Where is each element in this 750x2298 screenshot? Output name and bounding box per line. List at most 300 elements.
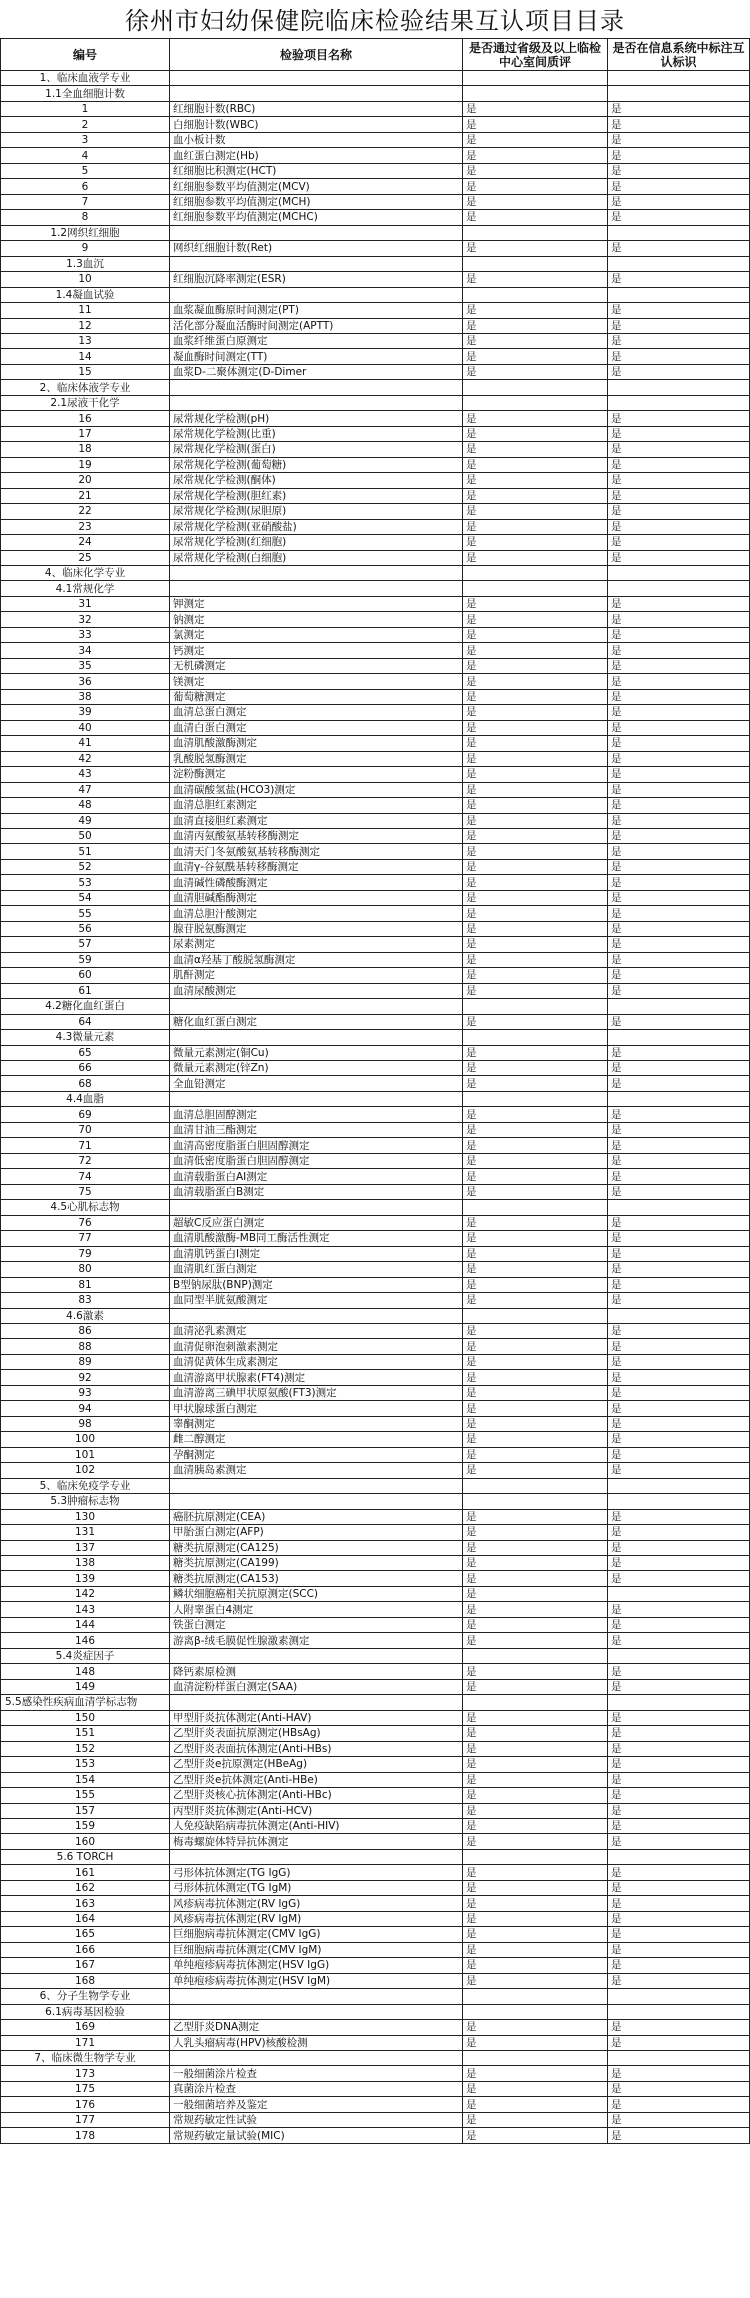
item-name [170,395,463,410]
item-name: 钠测定 [170,612,463,627]
eqa-passed-value: 是 [463,751,608,766]
mutual-recognition-mark-value: 是 [608,906,750,921]
table-row [1,1788,750,1803]
item-number: 19 [1,457,170,472]
item-number: 24 [1,535,170,550]
section-header-row [1,1308,750,1323]
eqa-passed-value: 是 [463,1385,608,1400]
item-number: 69 [1,1107,170,1122]
eqa-passed-value [463,1478,608,1493]
eqa-passed-value: 是 [463,349,608,364]
item-name: 血清载脂蛋白B测定 [170,1184,463,1199]
table-row [1,1401,750,1416]
mutual-recognition-mark-value: 是 [608,1354,750,1369]
item-name: 白细胞计数(WBC) [170,117,463,132]
table-row [1,210,750,225]
item-name [170,2004,463,2019]
eqa-passed-value: 是 [463,782,608,797]
item-name [170,287,463,302]
mutual-recognition-mark-value: 是 [608,303,750,318]
mutual-recognition-mark-value: 是 [608,1169,750,1184]
mutual-recognition-mark-value [608,2051,750,2066]
mutual-recognition-mark-value: 是 [608,720,750,735]
item-name: 钾测定 [170,596,463,611]
item-name: 铁蛋白测定 [170,1617,463,1632]
section-header-row [1,287,750,302]
eqa-passed-value: 是 [463,612,608,627]
section-header-row [1,999,750,1014]
table-row [1,1045,750,1060]
table-row [1,504,750,519]
eqa-passed-value: 是 [463,2097,608,2112]
item-number: 72 [1,1153,170,1168]
item-name: 血清泌乳素测定 [170,1323,463,1338]
item-number: 138 [1,1556,170,1571]
mutual-recognition-mark-value: 是 [608,813,750,828]
mutual-recognition-mark-value: 是 [608,1339,750,1354]
item-name: 孕酮测定 [170,1447,463,1462]
section-title: 4.1常规化学 [1,581,170,596]
table-row [1,473,750,488]
item-name: 血清α羟基丁酸脱氢酶测定 [170,952,463,967]
mutual-recognition-mark-value: 是 [608,1076,750,1091]
mutual-recognition-mark-value: 是 [608,1416,750,1431]
section-title: 1、临床血液学专业 [1,71,170,86]
mutual-recognition-mark-value: 是 [608,1463,750,1478]
item-number: 94 [1,1401,170,1416]
eqa-passed-value [463,395,608,410]
eqa-passed-value: 是 [463,333,608,348]
table-row [1,1246,750,1261]
mutual-recognition-mark-value: 是 [608,875,750,890]
item-number: 54 [1,890,170,905]
item-number: 53 [1,875,170,890]
section-title: 4、临床化学专业 [1,566,170,581]
section-title: 4.4血脂 [1,1091,170,1106]
table-row [1,535,750,550]
table-row [1,1153,750,1168]
table-row [1,148,750,163]
item-number: 161 [1,1865,170,1880]
eqa-passed-value: 是 [463,1509,608,1524]
table-row [1,1942,750,1957]
eqa-passed-value: 是 [463,2066,608,2081]
section-title: 4.2糖化血红蛋白 [1,999,170,1014]
item-name: 弓形体抗体测定(TG IgG) [170,1865,463,1880]
mutual-recognition-mark-value [608,999,750,1014]
mutual-recognition-mark-value: 是 [608,705,750,720]
mutual-recognition-mark-value: 是 [608,101,750,116]
eqa-passed-value: 是 [463,1215,608,1230]
item-name [170,71,463,86]
eqa-passed-value: 是 [463,1834,608,1849]
item-number: 160 [1,1834,170,1849]
table-row [1,767,750,782]
eqa-passed-value [463,256,608,271]
item-name: 血浆凝血酶原时间测定(PT) [170,303,463,318]
mutual-recognition-mark-value: 是 [608,550,750,565]
table-row [1,1880,750,1895]
eqa-passed-value: 是 [463,1664,608,1679]
eqa-passed-value [463,1308,608,1323]
mutual-recognition-mark-value: 是 [608,1401,750,1416]
eqa-passed-value: 是 [463,1293,608,1308]
eqa-passed-value: 是 [463,736,608,751]
item-name: 鳞状细胞癌相关抗原测定(SCC) [170,1586,463,1601]
table-row [1,1556,750,1571]
item-number: 12 [1,318,170,333]
item-name: 活化部分凝血活酶时间测定(APTT) [170,318,463,333]
table-row [1,179,750,194]
item-number: 35 [1,658,170,673]
mutual-recognition-mark-value: 是 [608,952,750,967]
item-name: 超敏C反应蛋白测定 [170,1215,463,1230]
eqa-passed-value: 是 [463,411,608,426]
mutual-recognition-mark-value [608,71,750,86]
item-number: 130 [1,1509,170,1524]
eqa-passed-value: 是 [463,1323,608,1338]
table-row [1,194,750,209]
section-title: 2.1尿液干化学 [1,395,170,410]
mutual-recognition-mark-value: 是 [608,1942,750,1957]
item-number: 101 [1,1447,170,1462]
eqa-passed-value: 是 [463,2081,608,2096]
item-number: 64 [1,1014,170,1029]
item-name: 血清碱性磷酸酶测定 [170,875,463,890]
mutual-recognition-mark-value: 是 [608,890,750,905]
mutual-recognition-mark-value: 是 [608,2112,750,2127]
table-row [1,457,750,472]
table-row [1,1617,750,1632]
item-name: 氯测定 [170,627,463,642]
eqa-passed-value: 是 [463,1138,608,1153]
item-number: 162 [1,1880,170,1895]
item-name: 血清淀粉样蛋白测定(SAA) [170,1679,463,1694]
eqa-passed-value: 是 [463,1246,608,1261]
item-name: 尿常规化学检测(pH) [170,411,463,426]
mutual-recognition-mark-value [608,1030,750,1045]
item-name: 癌胚抗原测定(CEA) [170,1509,463,1524]
item-number: 55 [1,906,170,921]
eqa-passed-value [463,287,608,302]
item-name: 血清胆碱酯酶测定 [170,890,463,905]
table-row [1,1896,750,1911]
mutual-recognition-mark-value: 是 [608,1896,750,1911]
item-name: 血清尿酸测定 [170,983,463,998]
eqa-passed-value: 是 [463,426,608,441]
eqa-passed-value: 是 [463,1556,608,1571]
section-header-row [1,2051,750,2066]
table-row [1,2128,750,2143]
item-number: 80 [1,1262,170,1277]
item-name: 人免疫缺陷病毒抗体测定(Anti-HIV) [170,1818,463,1833]
mutual-recognition-mark-value: 是 [608,1958,750,1973]
eqa-passed-value [463,1494,608,1509]
item-name: 人附睾蛋白4测定 [170,1602,463,1617]
table-row [1,844,750,859]
table-row [1,1586,750,1601]
item-number: 142 [1,1586,170,1601]
section-title: 2、临床体液学专业 [1,380,170,395]
section-title: 7、临床微生物学专业 [1,2051,170,2066]
mutual-recognition-mark-value: 是 [608,1061,750,1076]
eqa-passed-value: 是 [463,132,608,147]
section-header-row [1,1200,750,1215]
table-row [1,1664,750,1679]
section-header-row [1,581,750,596]
item-name [170,1648,463,1663]
item-name: 血清天门冬氨酸氨基转移酶测定 [170,844,463,859]
table-row [1,1354,750,1369]
eqa-passed-value: 是 [463,1942,608,1957]
section-header-row [1,380,750,395]
item-number: 157 [1,1803,170,1818]
item-name: 风疹病毒抗体测定(RV IgM) [170,1911,463,1926]
item-name: 血清游离甲状腺素(FT4)测定 [170,1370,463,1385]
item-name: 丙型肝炎抗体测定(Anti-HCV) [170,1803,463,1818]
item-number: 49 [1,813,170,828]
mutual-recognition-mark-value: 是 [608,643,750,658]
eqa-passed-value [463,1091,608,1106]
section-header-row [1,1478,750,1493]
item-number: 61 [1,983,170,998]
item-name [170,380,463,395]
table-row [1,1277,750,1292]
item-name: 乳酸脱氢酶测定 [170,751,463,766]
item-name [170,1200,463,1215]
section-title: 5.5感染性疾病血清学标志物 [1,1695,170,1710]
table-row [1,333,750,348]
item-number: 60 [1,968,170,983]
eqa-passed-value: 是 [463,767,608,782]
mutual-recognition-mark-value: 是 [608,333,750,348]
mutual-recognition-mark-value: 是 [608,163,750,178]
item-number: 14 [1,349,170,364]
table-row [1,798,750,813]
section-header-row [1,256,750,271]
mutual-recognition-mark-value [608,256,750,271]
item-number: 57 [1,937,170,952]
item-name: 红细胞参数平均值测定(MCH) [170,194,463,209]
item-number: 31 [1,596,170,611]
mutual-recognition-mark-value [608,1989,750,2004]
item-name: 一般细菌涂片检查 [170,2066,463,2081]
eqa-passed-value: 是 [463,1633,608,1648]
eqa-passed-value: 是 [463,318,608,333]
mutual-recognition-mark-value: 是 [608,535,750,550]
table-row [1,1107,750,1122]
mutual-recognition-mark-value: 是 [608,1432,750,1447]
eqa-passed-value: 是 [463,844,608,859]
column-header-item-name: 检验项目名称 [170,39,463,71]
item-name: 尿常规化学检测(亚硝酸盐) [170,519,463,534]
table-row [1,1726,750,1741]
item-number: 1 [1,101,170,116]
mutual-recognition-mark-value: 是 [608,1509,750,1524]
table-row [1,1772,750,1787]
mutual-recognition-mark-value: 是 [608,2097,750,2112]
test-items-table [0,38,750,2144]
table-row [1,1958,750,1973]
table-row [1,2081,750,2096]
table-row [1,627,750,642]
item-number: 18 [1,442,170,457]
eqa-passed-value: 是 [463,689,608,704]
eqa-passed-value: 是 [463,1679,608,1694]
eqa-passed-value: 是 [463,1927,608,1942]
mutual-recognition-mark-value [608,1849,750,1864]
eqa-passed-value: 是 [463,535,608,550]
mutual-recognition-mark-value: 是 [608,1664,750,1679]
mutual-recognition-mark-value: 是 [608,1107,750,1122]
eqa-passed-value: 是 [463,1958,608,1973]
section-header-row [1,1989,750,2004]
table-row [1,1215,750,1230]
eqa-passed-value: 是 [463,1370,608,1385]
item-name: 血小板计数 [170,132,463,147]
table-row [1,1927,750,1942]
item-number: 139 [1,1571,170,1586]
table-row [1,890,750,905]
eqa-passed-value: 是 [463,1122,608,1137]
mutual-recognition-mark-value: 是 [608,210,750,225]
eqa-passed-value: 是 [463,813,608,828]
table-row [1,1463,750,1478]
item-name: 巨细胞病毒抗体测定(CMV IgG) [170,1927,463,1942]
mutual-recognition-mark-value: 是 [608,1246,750,1261]
table-row [1,1231,750,1246]
section-header-row [1,2004,750,2019]
eqa-passed-value: 是 [463,890,608,905]
mutual-recognition-mark-value: 是 [608,658,750,673]
item-name: 甲胎蛋白测定(AFP) [170,1525,463,1540]
table-row [1,1803,750,1818]
eqa-passed-value: 是 [463,937,608,952]
mutual-recognition-mark-value: 是 [608,828,750,843]
section-header-row [1,395,750,410]
item-number: 167 [1,1958,170,1973]
item-name: 血清碳酸氢盐(HCO3)测定 [170,782,463,797]
table-row [1,241,750,256]
section-header-row [1,1091,750,1106]
item-name [170,1989,463,2004]
section-title: 6、分子生物学专业 [1,1989,170,2004]
table-row [1,1818,750,1833]
table-row [1,983,750,998]
item-number: 39 [1,705,170,720]
item-number: 13 [1,333,170,348]
item-number: 40 [1,720,170,735]
item-number: 74 [1,1169,170,1184]
eqa-passed-value [463,1030,608,1045]
item-name: 全血铅测定 [170,1076,463,1091]
item-name: 尿常规化学检测(白细胞) [170,550,463,565]
item-name: 人乳头瘤病毒(HPV)核酸检测 [170,2035,463,2050]
mutual-recognition-mark-value: 是 [608,2081,750,2096]
eqa-passed-value [463,1695,608,1710]
column-header-mutual-recognition-mark: 是否在信息系统中标注互认标识 [608,39,750,71]
eqa-passed-value: 是 [463,720,608,735]
eqa-passed-value: 是 [463,859,608,874]
item-number: 16 [1,411,170,426]
item-name: 尿常规化学检测(蛋白) [170,442,463,457]
eqa-passed-value: 是 [463,442,608,457]
eqa-passed-value: 是 [463,1540,608,1555]
mutual-recognition-mark-value: 是 [608,117,750,132]
section-title: 1.3血沉 [1,256,170,271]
section-header-row [1,86,750,101]
eqa-passed-value: 是 [463,1416,608,1431]
section-header-row [1,225,750,240]
table-row [1,2097,750,2112]
table-row [1,101,750,116]
table-row [1,488,750,503]
eqa-passed-value [463,86,608,101]
eqa-passed-value: 是 [463,2112,608,2127]
mutual-recognition-mark-value: 是 [608,612,750,627]
section-header-row [1,1695,750,1710]
eqa-passed-value: 是 [463,1184,608,1199]
item-name: 乙型肝炎DNA测定 [170,2020,463,2035]
eqa-passed-value: 是 [463,627,608,642]
table-row [1,859,750,874]
mutual-recognition-mark-value: 是 [608,1865,750,1880]
table-row [1,349,750,364]
mutual-recognition-mark-value: 是 [608,859,750,874]
item-number: 41 [1,736,170,751]
table-row [1,442,750,457]
mutual-recognition-mark-value: 是 [608,1014,750,1029]
eqa-passed-value: 是 [463,798,608,813]
item-number: 8 [1,210,170,225]
item-number: 137 [1,1540,170,1555]
mutual-recognition-mark-value: 是 [608,2066,750,2081]
eqa-passed-value: 是 [463,1447,608,1462]
eqa-passed-value: 是 [463,488,608,503]
item-number: 21 [1,488,170,503]
item-name: 血浆纤维蛋白原测定 [170,333,463,348]
table-row [1,1416,750,1431]
item-number: 93 [1,1385,170,1400]
eqa-passed-value: 是 [463,1339,608,1354]
mutual-recognition-mark-value: 是 [608,689,750,704]
eqa-passed-value: 是 [463,272,608,287]
eqa-passed-value: 是 [463,906,608,921]
section-header-row [1,71,750,86]
section-title: 1.2网织红细胞 [1,225,170,240]
mutual-recognition-mark-value: 是 [608,751,750,766]
section-title: 5.4炎症因子 [1,1648,170,1663]
mutual-recognition-mark-value: 是 [608,426,750,441]
eqa-passed-value: 是 [463,643,608,658]
mutual-recognition-mark-value: 是 [608,1215,750,1230]
item-number: 47 [1,782,170,797]
mutual-recognition-mark-value: 是 [608,241,750,256]
item-name: 糖化血红蛋白测定 [170,1014,463,1029]
eqa-passed-value: 是 [463,1169,608,1184]
eqa-passed-value: 是 [463,1772,608,1787]
mutual-recognition-mark-value [608,1091,750,1106]
mutual-recognition-mark-value: 是 [608,194,750,209]
item-name [170,1478,463,1493]
item-name: 血清直接胆红素测定 [170,813,463,828]
item-number: 25 [1,550,170,565]
mutual-recognition-mark-value: 是 [608,364,750,379]
mutual-recognition-mark-value: 是 [608,1525,750,1540]
table-row [1,1710,750,1725]
table-row [1,272,750,287]
item-number: 154 [1,1772,170,1787]
